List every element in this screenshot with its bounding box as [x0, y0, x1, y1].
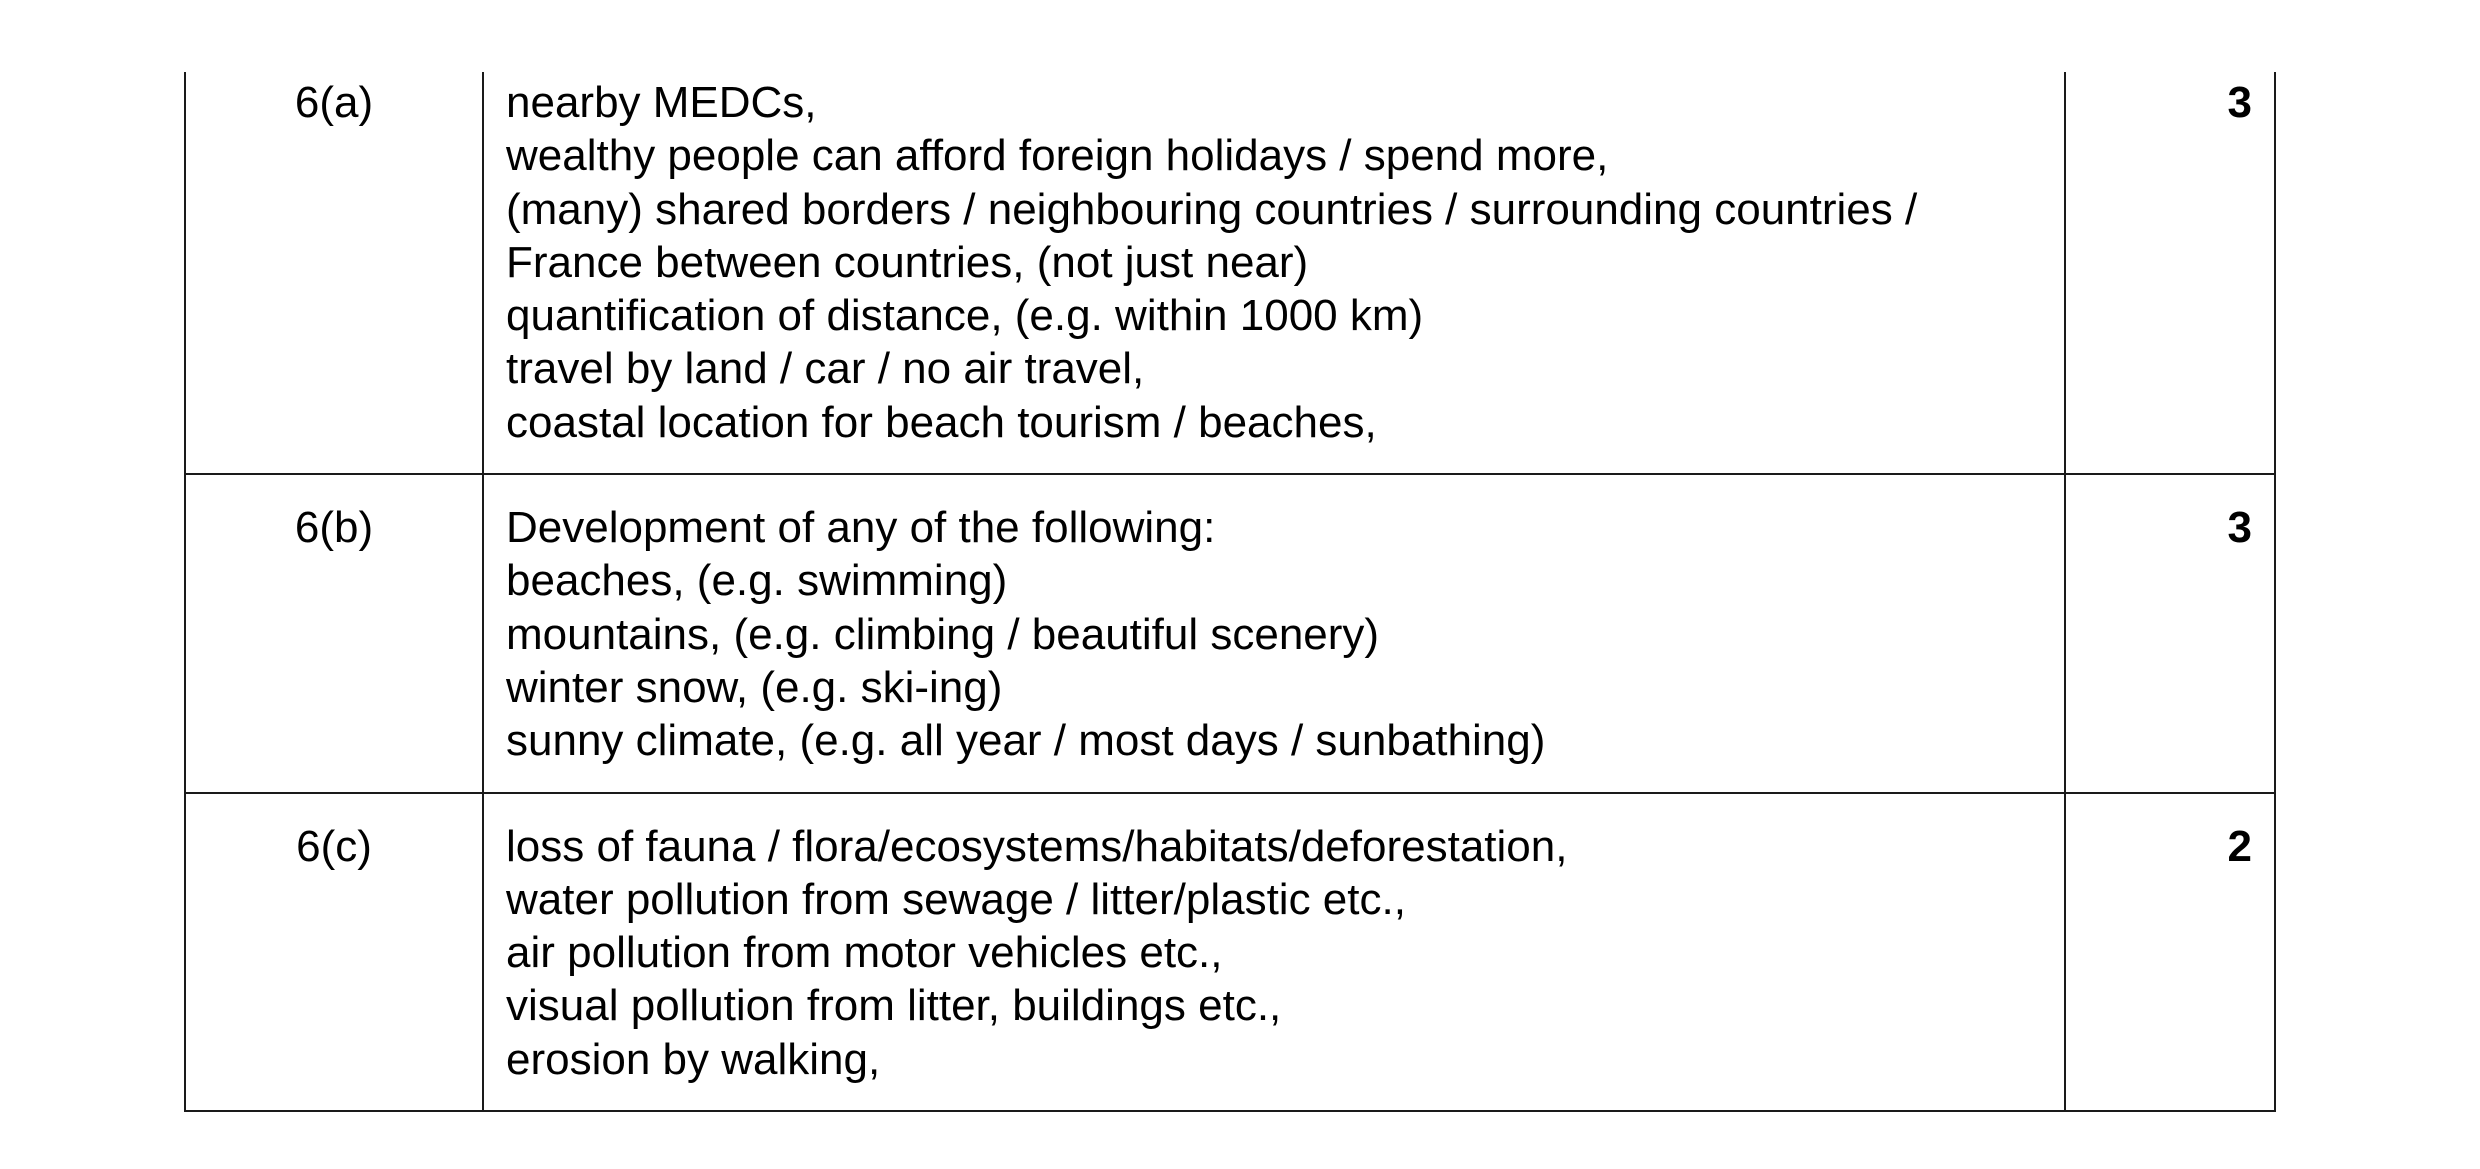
table-row — [185, 474, 2275, 792]
question-number: 6(b) — [185, 474, 483, 792]
answer-line: sunny climate, (e.g. all year / most days / sunbathing) — [506, 716, 1546, 766]
answer-line: mountains, (e.g. climbing / beautiful scenery) — [506, 609, 1380, 659]
marks-value: 3 — [2065, 474, 2275, 792]
table-row — [185, 793, 2275, 1111]
answer-cell — [483, 72, 2065, 474]
question-number: 6(a) — [185, 72, 483, 474]
answer-line: loss of fauna / flora/ecosystems/habitats/deforestation, — [506, 821, 1568, 871]
answer-line: quantification of distance, (e.g. within 1000 km) — [506, 291, 1424, 341]
answer-line: wealthy people can afford foreign holidays / spend more, — [506, 131, 1609, 181]
answer-line: travel by land / car / no air travel, — [506, 344, 1145, 394]
answer-line: air pollution from motor vehicles etc., — [506, 928, 1223, 978]
table-row — [185, 72, 2275, 474]
answer-line: nearby MEDCs, — [506, 78, 817, 127]
answer-line: visual pollution from litter, buildings etc., — [506, 981, 1282, 1031]
marks-value: 3 — [2065, 72, 2275, 474]
answer-line: coastal location for beach tourism / beaches, — [506, 397, 1377, 447]
marks-value: 2 — [2065, 793, 2275, 1111]
answer-line: (many) shared borders / neighbouring countries / surrounding countries / — [506, 184, 1918, 234]
question-number: 6(c) — [185, 793, 483, 1111]
answer-line: water pollution from sewage / litter/plastic etc., — [506, 874, 1406, 924]
answer-cell — [483, 474, 2065, 792]
answer-line: beaches, (e.g. swimming) — [506, 556, 1008, 606]
answer-line: erosion by walking, — [506, 1034, 881, 1084]
answer-line: France between countries, (not just near) — [506, 237, 1309, 287]
answer-cell — [483, 793, 2065, 1111]
answer-line: Development of any of the following: — [506, 503, 1216, 553]
answer-line: winter snow, (e.g. ski-ing) — [506, 662, 1003, 712]
mark-scheme-table — [184, 72, 2276, 1112]
